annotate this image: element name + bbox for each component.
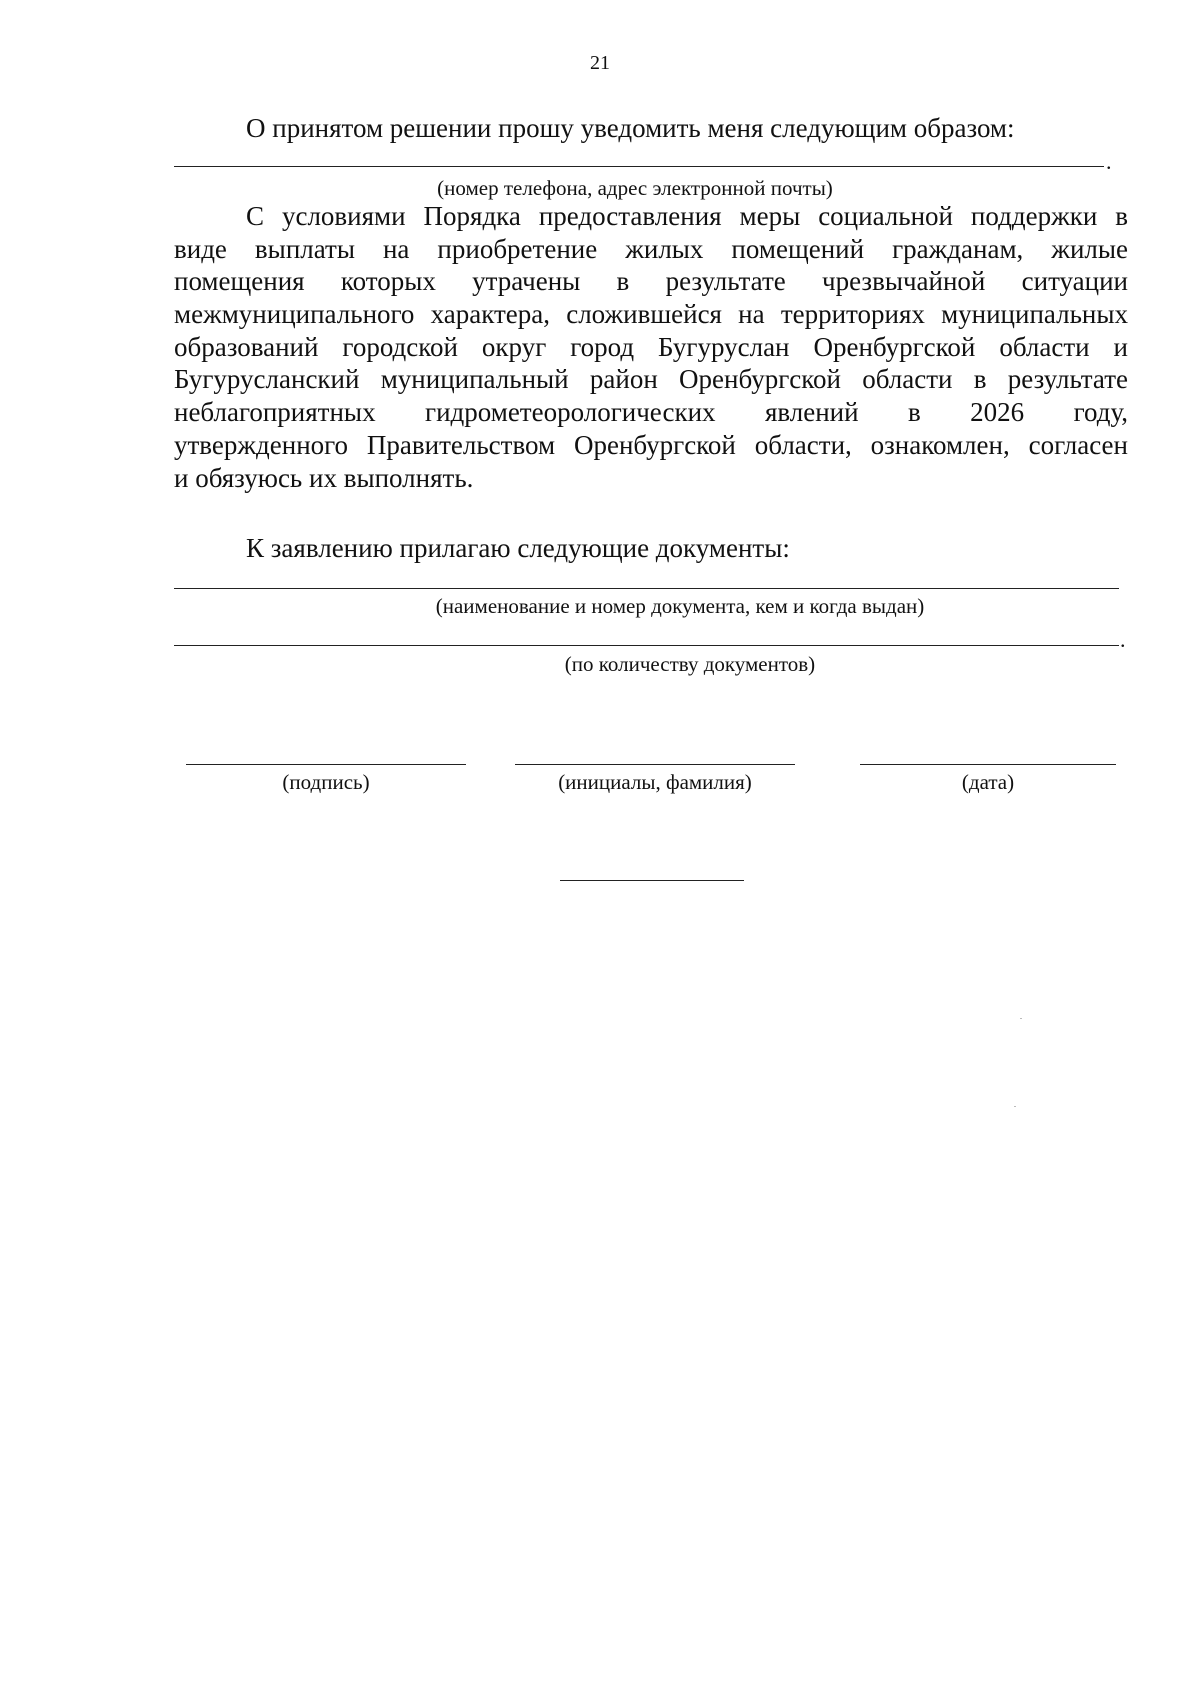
attachment-field-line-1 — [174, 588, 1119, 589]
attachment-field-line-2 — [174, 645, 1119, 646]
signature-line — [186, 764, 466, 765]
notify-end-mark: . — [1106, 149, 1112, 174]
attachments-end-mark: . — [1120, 627, 1126, 652]
closing-separator — [560, 880, 744, 881]
scan-speck — [1014, 1106, 1016, 1107]
date-line — [860, 764, 1116, 765]
attachment-caption-1: (наименование и номер документа, кем и когда выдан) — [435, 594, 925, 618]
scan-speck — [1020, 1018, 1022, 1019]
notify-text: О принятом решении прошу уведомить меня следующим образом: — [246, 113, 1015, 143]
name-line — [515, 764, 795, 765]
date-caption: (дата) — [961, 770, 1015, 794]
signature-caption: (подпись) — [282, 770, 370, 794]
conditions-paragraph — [174, 200, 1128, 494]
name-caption: (инициалы, фамилия) — [558, 770, 752, 794]
conditions-line: С условиями Порядка предоставления меры социальной поддержки в — [246, 201, 1128, 231]
conditions-line: неблагоприятных гидрометеорологических явлений в 2026 году, — [174, 397, 1128, 428]
conditions-line: образований городской округ город Бугуруслан Оренбургской области и — [174, 331, 1128, 362]
conditions-line: виде выплаты на приобретение жилых помещений гражданам, жилые — [174, 233, 1128, 264]
notify-field-caption: (номер телефона, адрес электронной почты) — [437, 176, 833, 200]
notify-contact-field-line — [174, 166, 1104, 167]
attachment-caption-2: (по количеству документов) — [564, 652, 816, 676]
conditions-line: помещения которых утрачены в результате чрезвычайной ситуации — [174, 266, 1128, 297]
attachments-text: К заявлению прилагаю следующие документы: — [246, 533, 790, 563]
conditions-line: и обязуюсь их выполнять. — [174, 462, 474, 493]
conditions-line: межмуниципального характера, сложившейся на территориях муниципальных — [174, 299, 1128, 330]
conditions-line: утвержденного Правительством Оренбургской области, ознакомлен, согласен — [174, 429, 1128, 460]
conditions-line: Бугурусланский муниципальный район Оренбургской области в результате — [174, 364, 1128, 395]
page-number: 21 — [590, 52, 610, 74]
